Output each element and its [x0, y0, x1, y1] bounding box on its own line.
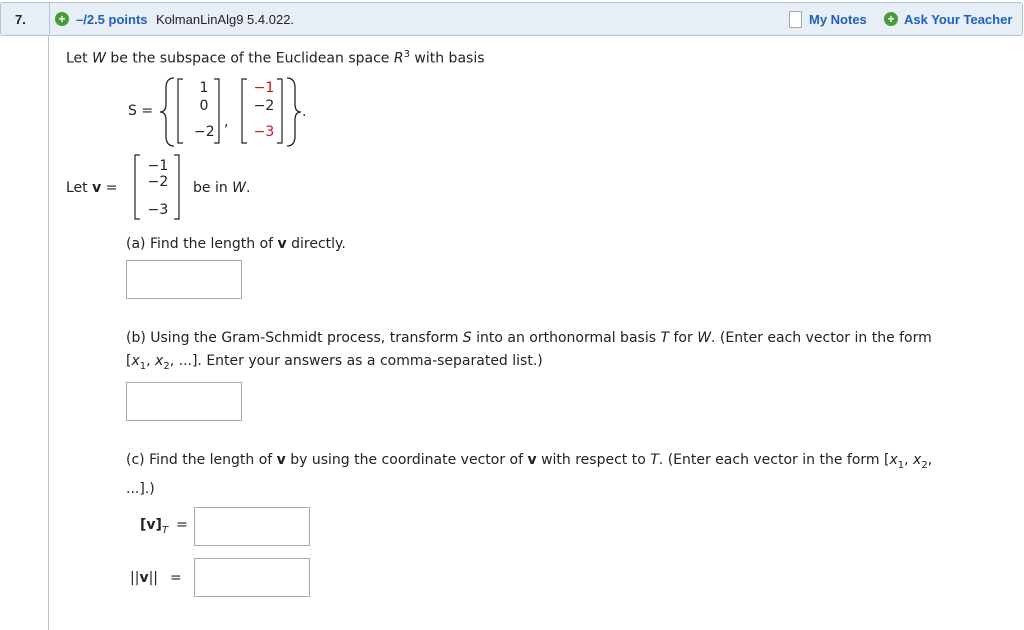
norm-open: || [130, 570, 140, 586]
part-a-prompt [126, 236, 346, 252]
part-b-comma: , [146, 353, 156, 369]
norm-input[interactable] [194, 558, 310, 597]
part-c-text-b: by using the coordinate vector of [285, 452, 528, 468]
part-c-text-d: . (Enter each vector in the form [ [658, 452, 890, 468]
part-c-x1: x [889, 452, 898, 468]
be-in-text: be in [193, 180, 233, 196]
part-b-bracket: [ [126, 353, 132, 369]
part-a-text: (a) Find the length of [126, 236, 278, 252]
v-bold: v [92, 180, 102, 196]
right-curly-brace [283, 76, 303, 148]
part-c-comma2: , [927, 452, 933, 468]
v-entry: −3 [147, 202, 169, 218]
v-entry: −2 [147, 174, 169, 190]
part-a-answer-input[interactable] [126, 260, 242, 299]
vectors-comma: , [224, 114, 229, 130]
let-v-label [66, 180, 117, 196]
part-b-line2 [126, 353, 543, 372]
part-b-x1: x [131, 353, 140, 369]
be-in-var-w: W [232, 180, 247, 196]
part-b-text-c: for [669, 330, 698, 346]
part-c-v2: v [527, 452, 537, 468]
ask-teacher-plus-icon[interactable]: + [884, 12, 898, 26]
s-label: S = [128, 103, 154, 119]
ask-teacher-link[interactable]: Ask Your Teacher [904, 12, 1013, 27]
basis-period: . [302, 104, 307, 120]
vT-v: v [146, 517, 156, 533]
vT-open: [ [140, 517, 147, 533]
v-right-bracket [173, 154, 181, 220]
part-c-line1 [126, 452, 932, 471]
vT-sub: T [161, 524, 169, 536]
part-b-var-w: W [697, 330, 712, 346]
vT-equals: = [176, 517, 188, 533]
v-entry: −1 [147, 158, 169, 174]
v-equals: = [101, 180, 118, 196]
part-b-text-e: , ...]. Enter your answers as a comma-separated list.) [169, 353, 543, 369]
part-b-var-s: S [462, 330, 472, 346]
coordinate-vector-input[interactable] [194, 507, 310, 546]
part-c-sub1: 1 [897, 459, 905, 471]
vT-close: ] [155, 517, 162, 533]
expand-plus-icon[interactable]: + [55, 12, 69, 26]
vec1-right-bracket [213, 78, 221, 144]
part-b-line1 [126, 330, 932, 346]
part-b-sub1: 1 [139, 360, 147, 372]
my-notes-link[interactable]: My Notes [809, 12, 867, 27]
v-left-bracket [133, 154, 141, 220]
intro-text-c: with basis [409, 50, 485, 67]
content-left-border [48, 35, 49, 630]
vec1-entry: 1 [199, 80, 209, 96]
question-source: KolmanLinAlg9 5.4.022. [156, 12, 295, 27]
norm-equals: = [170, 570, 182, 586]
part-a-end: directly. [286, 236, 346, 252]
vec2-left-bracket [240, 78, 248, 144]
points-label: –/2.5 points [76, 12, 148, 27]
part-c-comma: , [904, 452, 914, 468]
vec2-right-bracket [276, 78, 284, 144]
question-number: 7. [15, 12, 26, 27]
part-b-text-d: . (Enter each vector in the form [711, 330, 932, 346]
part-c-text-c: with respect to [536, 452, 651, 468]
part-b-sub2: 2 [163, 360, 170, 372]
vec1-left-bracket [176, 78, 184, 144]
norm-label [130, 570, 182, 586]
vec2-entry: −1 [253, 80, 275, 96]
vec1-entry: 0 [199, 98, 209, 114]
norm-close: || [148, 570, 159, 586]
part-c-sub2: 2 [921, 459, 928, 471]
vec1-entry: −2 [194, 124, 215, 140]
be-in-period: . [246, 180, 251, 196]
intro-var-r: R [393, 50, 404, 67]
part-b-text-b: into an orthonormal basis [471, 330, 661, 346]
vT-label [140, 517, 188, 536]
question-header [0, 2, 1023, 36]
intro-exponent: 3 [403, 49, 410, 60]
part-b-answer-input[interactable] [126, 382, 242, 421]
part-b-var-t: T [660, 330, 670, 346]
vec2-entry: −2 [253, 98, 275, 114]
part-a-v: v [277, 236, 287, 252]
let-text: Let [66, 180, 93, 196]
part-c-x2: x [913, 452, 922, 468]
intro-text-a: Let [66, 50, 93, 67]
part-c-v1: v [276, 452, 286, 468]
header-divider [49, 3, 50, 35]
vec2-entry: −3 [253, 124, 275, 140]
part-b-text-a: (b) Using the Gram-Schmidt process, transform [126, 330, 463, 346]
norm-v: v [139, 570, 149, 586]
left-curly-brace [158, 76, 178, 148]
intro-var-w: W [92, 50, 106, 67]
problem-intro [66, 49, 485, 67]
notes-icon[interactable] [789, 11, 802, 28]
part-c-var-t: T [650, 452, 659, 468]
intro-text-b: be the subspace of the Euclidean space [105, 50, 394, 67]
part-c-text-a: (c) Find the length of [126, 452, 277, 468]
be-in-w [193, 180, 250, 196]
part-c-line2: ...].) [126, 481, 155, 497]
part-b-x2: x [155, 353, 164, 369]
